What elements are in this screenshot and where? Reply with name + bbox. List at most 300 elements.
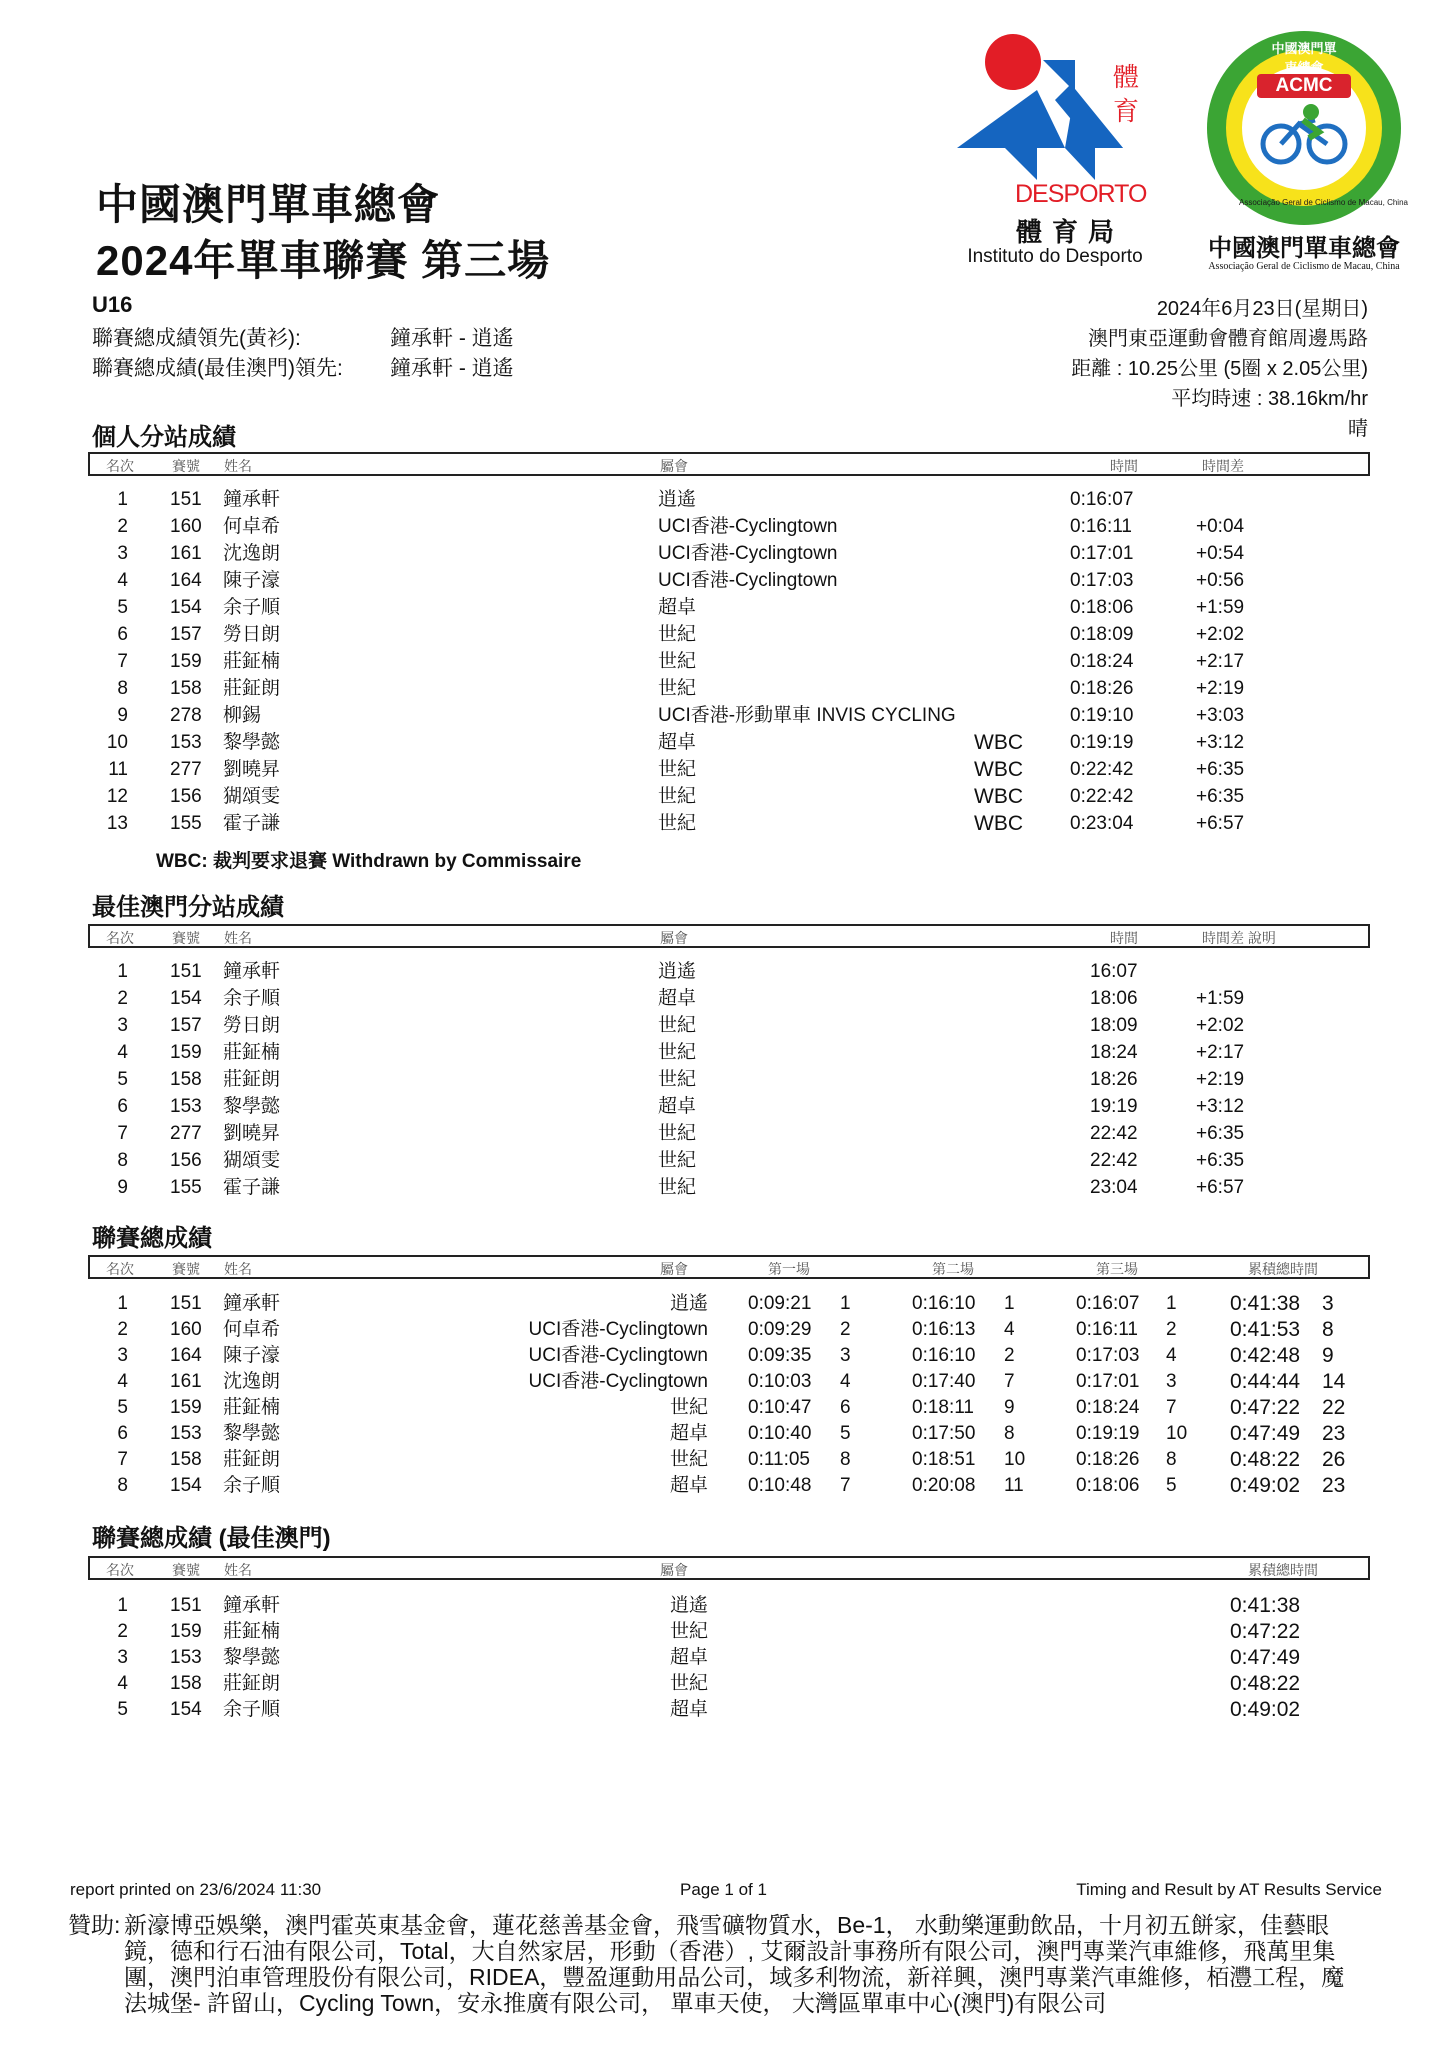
stage2-time: 0:16:10 bbox=[912, 1293, 976, 1314]
bib: 277 bbox=[170, 759, 202, 780]
club: UCI香港-Cyclingtown bbox=[528, 1371, 708, 1392]
time: 0:23:04 bbox=[1070, 813, 1134, 834]
time: 22:42 bbox=[1090, 1150, 1138, 1171]
stage3-time: 0:17:03 bbox=[1076, 1345, 1140, 1366]
club: UCI香港-Cyclingtown bbox=[658, 570, 838, 591]
table-row bbox=[0, 1342, 1448, 1369]
table-row bbox=[0, 985, 1448, 1012]
club: 逍遙 bbox=[669, 1293, 708, 1314]
rank: 8 bbox=[117, 1150, 128, 1171]
table-row bbox=[0, 1368, 1448, 1395]
time: 18:24 bbox=[1090, 1042, 1138, 1063]
stage2-time: 0:16:13 bbox=[912, 1319, 976, 1340]
rider-name: 莊鉦朗 bbox=[223, 1449, 281, 1470]
club: 世紀 bbox=[658, 1177, 697, 1198]
club: 超卓 bbox=[658, 988, 697, 1009]
rank: 7 bbox=[117, 1123, 128, 1144]
table-row bbox=[0, 1093, 1448, 1120]
rider-name: 鐘承軒 bbox=[223, 489, 281, 510]
time: 0:17:01 bbox=[1070, 543, 1134, 564]
time: 18:06 bbox=[1090, 988, 1138, 1009]
table-row bbox=[0, 1120, 1448, 1147]
race-date: 2024年6月23日(星期日) bbox=[1156, 298, 1368, 320]
stage2-time: 0:16:10 bbox=[912, 1345, 976, 1366]
stage2-time: 0:17:40 bbox=[912, 1371, 976, 1392]
bib: 154 bbox=[170, 597, 202, 618]
rider-name: 勞日朗 bbox=[223, 1015, 281, 1036]
rank: 4 bbox=[117, 1042, 128, 1063]
col-name: 姓名 bbox=[224, 1562, 252, 1578]
rider-name: 鐘承軒 bbox=[223, 961, 281, 982]
gap: +6:57 bbox=[1196, 1177, 1245, 1198]
rider-name: 劉曉昇 bbox=[223, 759, 281, 780]
club: 超卓 bbox=[669, 1647, 708, 1668]
race-distance: 距離 : 10.25公里 (5圈 x 2.05公里) bbox=[1071, 358, 1368, 380]
stage1-time: 0:11:05 bbox=[748, 1449, 810, 1470]
bib: 158 bbox=[170, 1673, 202, 1694]
stage2-time: 0:20:08 bbox=[912, 1475, 976, 1496]
col-club: 屬會 bbox=[660, 1562, 688, 1578]
stage1-rank: 5 bbox=[840, 1423, 851, 1444]
stage3-rank: 8 bbox=[1166, 1449, 1177, 1470]
gap: +6:35 bbox=[1196, 1150, 1245, 1171]
gap: +6:35 bbox=[1196, 786, 1245, 807]
stage2-rank: 10 bbox=[1004, 1449, 1026, 1470]
club: 世紀 bbox=[669, 1449, 708, 1470]
acmc-pt: Associação Geral de Ciclismo de Macau, China bbox=[1208, 261, 1400, 272]
bib: 154 bbox=[170, 1699, 202, 1720]
bib: 153 bbox=[170, 1647, 202, 1668]
report-printed: report printed on 23/6/2024 11:30 bbox=[70, 1880, 322, 1899]
stage3-time: 0:18:06 bbox=[1076, 1475, 1140, 1496]
stage1-time: 0:10:47 bbox=[748, 1397, 812, 1418]
total-points: 26 bbox=[1322, 1448, 1346, 1471]
club: 超卓 bbox=[658, 1096, 697, 1117]
bib: 151 bbox=[170, 1293, 202, 1314]
stage1-time: 0:09:35 bbox=[748, 1345, 812, 1366]
stage1-time: 0:10:40 bbox=[748, 1423, 812, 1444]
bib: 159 bbox=[170, 1042, 202, 1063]
table-row bbox=[0, 594, 1448, 621]
rank: 5 bbox=[117, 1699, 128, 1720]
table-row bbox=[0, 1670, 1448, 1697]
time: 22:42 bbox=[1090, 1123, 1138, 1144]
rank: 10 bbox=[106, 732, 128, 753]
stage1-time: 0:10:48 bbox=[748, 1475, 812, 1496]
rider-name: 猢頌雯 bbox=[223, 1150, 281, 1171]
stage-results-header bbox=[88, 452, 1370, 476]
rank: 12 bbox=[106, 786, 128, 807]
bib: 159 bbox=[170, 1397, 202, 1418]
category-label: U16 bbox=[92, 292, 133, 317]
table-row bbox=[0, 1420, 1448, 1447]
race-weather: 晴 bbox=[1348, 418, 1368, 440]
club: 世紀 bbox=[658, 1069, 697, 1090]
rank: 4 bbox=[117, 1371, 128, 1392]
club: 超卓 bbox=[669, 1475, 708, 1496]
total-time: 0:49:02 bbox=[1230, 1474, 1301, 1497]
desporto-logo bbox=[945, 30, 1165, 270]
stage2-rank: 7 bbox=[1004, 1371, 1015, 1392]
rank: 1 bbox=[117, 961, 128, 982]
total-time: 0:47:49 bbox=[1230, 1646, 1301, 1669]
club: 逍遙 bbox=[658, 489, 697, 510]
gap: +6:57 bbox=[1196, 813, 1245, 834]
club: 逍遙 bbox=[669, 1595, 708, 1616]
rank: 5 bbox=[117, 597, 128, 618]
desporto-pt: Instituto do Desporto bbox=[967, 246, 1143, 267]
table-row bbox=[0, 958, 1448, 985]
total-points: 23 bbox=[1322, 1422, 1346, 1445]
stage2-rank: 9 bbox=[1004, 1397, 1015, 1418]
status: WBC bbox=[974, 812, 1023, 835]
section-stage-results-title: 個人分站成績 bbox=[92, 424, 236, 451]
club: 世紀 bbox=[658, 1123, 697, 1144]
bib: 159 bbox=[170, 651, 202, 672]
club: 世紀 bbox=[669, 1621, 708, 1642]
table-row bbox=[0, 1290, 1448, 1317]
stage2-time: 0:18:51 bbox=[912, 1449, 976, 1470]
table-row bbox=[0, 1644, 1448, 1671]
col-rank: 名次 bbox=[106, 458, 134, 474]
stage1-rank: 7 bbox=[840, 1475, 851, 1496]
col-club: 屬會 bbox=[660, 930, 688, 946]
stage2-rank: 1 bbox=[1004, 1293, 1015, 1314]
rider-name: 黎學懿 bbox=[223, 1647, 281, 1668]
rider-name: 莊鉦朗 bbox=[223, 1673, 281, 1694]
rank: 3 bbox=[117, 543, 128, 564]
bib: 278 bbox=[170, 705, 202, 726]
sponsor-block bbox=[68, 1912, 1348, 2016]
rank: 4 bbox=[117, 570, 128, 591]
rank: 11 bbox=[108, 759, 128, 780]
bib: 277 bbox=[170, 1123, 202, 1144]
stage1-time: 0:09:21 bbox=[748, 1293, 812, 1314]
time: 0:18:24 bbox=[1070, 651, 1134, 672]
rider-name: 何卓希 bbox=[223, 1319, 281, 1340]
table-row bbox=[0, 513, 1448, 540]
table-row bbox=[0, 1066, 1448, 1093]
gap: +6:35 bbox=[1196, 1123, 1245, 1144]
rank: 3 bbox=[117, 1345, 128, 1366]
club: 世紀 bbox=[658, 786, 697, 807]
rank: 9 bbox=[117, 705, 128, 726]
club: UCI香港-形動單車 INVIS CYCLING bbox=[658, 705, 956, 726]
sponsor-label: 贊助: bbox=[68, 1912, 121, 1938]
stage3-time: 0:16:07 bbox=[1076, 1293, 1140, 1314]
rider-name: 鐘承軒 bbox=[223, 1595, 281, 1616]
bib: 154 bbox=[170, 1475, 202, 1496]
table-row bbox=[0, 810, 1448, 837]
rider-name: 劉曉昇 bbox=[223, 1123, 281, 1144]
total-time: 0:41:38 bbox=[1230, 1292, 1301, 1315]
col-bib: 賽號 bbox=[172, 1261, 200, 1277]
table-row bbox=[0, 1696, 1448, 1723]
club: 世紀 bbox=[658, 624, 697, 645]
bib: 153 bbox=[170, 1423, 202, 1444]
time: 19:19 bbox=[1090, 1096, 1138, 1117]
stage3-time: 0:18:26 bbox=[1076, 1449, 1140, 1470]
time: 0:19:10 bbox=[1070, 705, 1134, 726]
bib: 160 bbox=[170, 516, 202, 537]
page-number: Page 1 of 1 bbox=[680, 1880, 767, 1899]
stage1-rank: 8 bbox=[840, 1449, 851, 1470]
rank: 8 bbox=[117, 1475, 128, 1496]
col-rank: 名次 bbox=[106, 930, 134, 946]
col-time: 時間 bbox=[1110, 458, 1138, 474]
time: 23:04 bbox=[1090, 1177, 1138, 1198]
table-row bbox=[0, 1394, 1448, 1421]
rider-name: 何卓希 bbox=[223, 516, 281, 537]
bib: 161 bbox=[170, 1371, 202, 1392]
stage3-rank: 7 bbox=[1166, 1397, 1177, 1418]
col-rank: 名次 bbox=[106, 1261, 134, 1277]
status: WBC bbox=[974, 731, 1023, 754]
wbc-note: WBC: 裁判要求退賽 Withdrawn by Commissaire bbox=[156, 851, 582, 872]
col-club: 屬會 bbox=[660, 458, 688, 474]
rider-name: 莊鉦楠 bbox=[223, 651, 281, 672]
gap: +3:12 bbox=[1196, 1096, 1245, 1117]
total-time: 0:48:22 bbox=[1230, 1672, 1301, 1695]
club: 世紀 bbox=[658, 678, 697, 699]
gap: +6:35 bbox=[1196, 759, 1245, 780]
rider-name: 黎學懿 bbox=[223, 732, 281, 753]
club: 世紀 bbox=[658, 651, 697, 672]
total-time: 0:47:49 bbox=[1230, 1422, 1301, 1445]
table-row bbox=[0, 1012, 1448, 1039]
gap: +2:02 bbox=[1196, 1015, 1245, 1036]
stage2-time: 0:17:50 bbox=[912, 1423, 976, 1444]
bib: 156 bbox=[170, 1150, 202, 1171]
club: 超卓 bbox=[658, 732, 697, 753]
bib: 153 bbox=[170, 732, 202, 753]
table-row bbox=[0, 567, 1448, 594]
rider-name: 余子順 bbox=[223, 1475, 281, 1496]
rank: 7 bbox=[117, 651, 128, 672]
rank: 9 bbox=[117, 1177, 128, 1198]
bib: 151 bbox=[170, 1595, 202, 1616]
rank: 2 bbox=[117, 516, 128, 537]
bib: 155 bbox=[170, 1177, 202, 1198]
status: WBC bbox=[974, 785, 1023, 808]
bib: 155 bbox=[170, 813, 202, 834]
total-points: 8 bbox=[1322, 1318, 1334, 1341]
club: UCI香港-Cyclingtown bbox=[528, 1345, 708, 1366]
gap: +2:17 bbox=[1196, 1042, 1245, 1063]
bib: 157 bbox=[170, 1015, 202, 1036]
club: 世紀 bbox=[658, 1150, 697, 1171]
time: 18:09 bbox=[1090, 1015, 1138, 1036]
rider-name: 霍子謙 bbox=[223, 1177, 281, 1198]
club: 世紀 bbox=[658, 1042, 697, 1063]
stage3-rank: 3 bbox=[1166, 1371, 1177, 1392]
table-row bbox=[0, 1147, 1448, 1174]
stage3-rank: 1 bbox=[1166, 1293, 1177, 1314]
acmc-abbr: ACMC bbox=[1275, 75, 1333, 96]
rank: 3 bbox=[117, 1015, 128, 1036]
timing-credit: Timing and Result by AT Results Service bbox=[1076, 1880, 1382, 1899]
total-time: 0:42:48 bbox=[1230, 1344, 1301, 1367]
stage2-rank: 8 bbox=[1004, 1423, 1015, 1444]
rider-name: 沈逸朗 bbox=[223, 1371, 281, 1392]
table-row bbox=[0, 1618, 1448, 1645]
table-row bbox=[0, 648, 1448, 675]
total-time: 0:41:38 bbox=[1230, 1594, 1301, 1617]
table-row bbox=[0, 729, 1448, 756]
time: 0:17:03 bbox=[1070, 570, 1134, 591]
total-points: 3 bbox=[1322, 1292, 1334, 1315]
club: 超卓 bbox=[669, 1699, 708, 1720]
stage2-time: 0:18:11 bbox=[912, 1397, 974, 1418]
gap: +0:04 bbox=[1196, 516, 1245, 537]
stage2-rank: 4 bbox=[1004, 1319, 1015, 1340]
page-title-line1: 中國澳門單車總會 bbox=[96, 181, 441, 228]
rank: 6 bbox=[117, 1096, 128, 1117]
desporto-word: DESPORTO bbox=[1015, 180, 1147, 208]
gap: +2:19 bbox=[1196, 678, 1245, 699]
time: 0:16:11 bbox=[1070, 516, 1132, 537]
stage1-rank: 4 bbox=[840, 1371, 851, 1392]
club: 世紀 bbox=[658, 759, 697, 780]
col-name: 姓名 bbox=[224, 458, 252, 474]
gap: +0:56 bbox=[1196, 570, 1245, 591]
section-league-overall-title: 聯賽總成績 bbox=[92, 1225, 212, 1252]
desporto-cn: 體育局 bbox=[1015, 217, 1124, 247]
club: UCI香港-Cyclingtown bbox=[528, 1319, 708, 1340]
club: 世紀 bbox=[658, 1015, 697, 1036]
rank: 1 bbox=[117, 1293, 128, 1314]
stage1-rank: 3 bbox=[840, 1345, 851, 1366]
rider-name: 勞日朗 bbox=[223, 624, 281, 645]
bib: 161 bbox=[170, 543, 202, 564]
col-total: 累積總時間 bbox=[1248, 1562, 1318, 1578]
total-time: 0:47:22 bbox=[1230, 1620, 1301, 1643]
gap: +1:59 bbox=[1196, 988, 1245, 1009]
gap: +2:19 bbox=[1196, 1069, 1245, 1090]
club: 超卓 bbox=[658, 597, 697, 618]
rider-name: 莊鉦楠 bbox=[223, 1621, 281, 1642]
leader-yellow-label: 聯賽總成績領先(黃衫): bbox=[92, 327, 301, 350]
bib: 158 bbox=[170, 1069, 202, 1090]
stage3-time: 0:17:01 bbox=[1076, 1371, 1140, 1392]
rider-name: 鐘承軒 bbox=[223, 1293, 281, 1314]
rider-name: 莊鉦楠 bbox=[223, 1397, 281, 1418]
section-best-macau-stage-title: 最佳澳門分站成績 bbox=[92, 894, 284, 921]
stage1-rank: 2 bbox=[840, 1319, 851, 1340]
col-club: 屬會 bbox=[660, 1261, 688, 1277]
club: 逍遙 bbox=[658, 961, 697, 982]
rider-name: 沈逸朗 bbox=[223, 543, 281, 564]
acmc-cn: 中國澳門單車總會 bbox=[1208, 236, 1400, 262]
table-row bbox=[0, 702, 1448, 729]
rider-name: 霍子謙 bbox=[223, 813, 281, 834]
bib: 153 bbox=[170, 1096, 202, 1117]
gap: +3:03 bbox=[1196, 705, 1245, 726]
time: 0:18:06 bbox=[1070, 597, 1134, 618]
col-name: 姓名 bbox=[224, 930, 252, 946]
rank: 3 bbox=[117, 1647, 128, 1668]
col-bib: 賽號 bbox=[172, 1562, 200, 1578]
club: 世紀 bbox=[669, 1397, 708, 1418]
col-gap: 時間差 bbox=[1202, 458, 1244, 474]
table-row bbox=[0, 1592, 1448, 1619]
club: UCI香港-Cyclingtown bbox=[658, 516, 838, 537]
table-row bbox=[0, 1174, 1448, 1201]
stage1-time: 0:10:03 bbox=[748, 1371, 812, 1392]
time: 0:22:42 bbox=[1070, 786, 1134, 807]
bib: 160 bbox=[170, 1319, 202, 1340]
table-row bbox=[0, 540, 1448, 567]
bib: 157 bbox=[170, 624, 202, 645]
gap: +1:59 bbox=[1196, 597, 1245, 618]
table-row bbox=[0, 675, 1448, 702]
league-best-macau-header bbox=[88, 1556, 1370, 1580]
total-points: 22 bbox=[1322, 1396, 1346, 1419]
stage2-rank: 11 bbox=[1004, 1475, 1024, 1496]
bib: 158 bbox=[170, 678, 202, 699]
col-time: 時間 bbox=[1110, 930, 1138, 946]
time: 0:16:07 bbox=[1070, 489, 1134, 510]
race-avg-speed: 平均時速 : 38.16km/hr bbox=[1171, 388, 1368, 410]
rider-name: 余子順 bbox=[223, 597, 281, 618]
league-overall-header bbox=[88, 1255, 1370, 1279]
status: WBC bbox=[974, 758, 1023, 781]
time: 0:18:09 bbox=[1070, 624, 1134, 645]
rank: 13 bbox=[106, 813, 128, 834]
sponsor-text: 新濠博亞娛樂，澳門霍英東基金會，蓮花慈善基金會，飛雪礦物質水，Be-1， 水動樂運動飲品，十月初五餅家，佳藝眼鏡，德和行石油有限公司，Total，大自然家居，形動（香港）, 艾爾設計事務所有限公司，澳門專業汽車維修，飛萬里集團，澳門泊車管理股份有限公司，RIDEA，豐盈運動用品公司，域多利物流，新祥興，澳門專業汽車維修，栢灃工程，魔法城堡- 許留山，Cycling Town，安永推廣有限公司， 單車天使， 大灣區單車中心(澳門)有限公司 bbox=[124, 1912, 1345, 2016]
total-points: 14 bbox=[1322, 1370, 1346, 1393]
total-time: 0:48:22 bbox=[1230, 1448, 1301, 1471]
col-bib: 賽號 bbox=[172, 458, 200, 474]
col-stage3: 第三場 bbox=[1096, 1261, 1138, 1277]
time: 18:26 bbox=[1090, 1069, 1138, 1090]
rank: 5 bbox=[117, 1397, 128, 1418]
rank: 2 bbox=[117, 1319, 128, 1340]
stage3-rank: 5 bbox=[1166, 1475, 1177, 1496]
total-points: 23 bbox=[1322, 1474, 1346, 1497]
bib: 164 bbox=[170, 570, 202, 591]
rider-name: 猢頌雯 bbox=[223, 786, 281, 807]
col-stage1: 第一場 bbox=[768, 1261, 810, 1277]
table-row bbox=[0, 621, 1448, 648]
rider-name: 黎學懿 bbox=[223, 1423, 281, 1444]
rider-name: 莊鉦朗 bbox=[223, 678, 281, 699]
stage1-time: 0:09:29 bbox=[748, 1319, 812, 1340]
bib: 164 bbox=[170, 1345, 202, 1366]
rank: 7 bbox=[117, 1449, 128, 1470]
rider-name: 黎學懿 bbox=[223, 1096, 281, 1117]
rank: 1 bbox=[117, 1595, 128, 1616]
table-row bbox=[0, 1039, 1448, 1066]
leader-macau-value: 鐘承軒 - 逍遙 bbox=[390, 357, 514, 380]
gap: +2:02 bbox=[1196, 624, 1245, 645]
acmc-ring-text: Associação Geral de Ciclismo de Macau, China bbox=[1239, 198, 1408, 207]
col-stage2: 第二場 bbox=[932, 1261, 974, 1277]
stage1-rank: 1 bbox=[840, 1293, 851, 1314]
total-time: 0:47:22 bbox=[1230, 1396, 1301, 1419]
time: 0:22:42 bbox=[1070, 759, 1134, 780]
acmc-top-text: 中國澳門單車總會 bbox=[1271, 41, 1337, 75]
club: 世紀 bbox=[658, 813, 697, 834]
col-rank: 名次 bbox=[106, 1562, 134, 1578]
stage3-time: 0:19:19 bbox=[1076, 1423, 1140, 1444]
rank: 2 bbox=[117, 1621, 128, 1642]
rider-name: 余子順 bbox=[223, 1699, 281, 1720]
total-time: 0:49:02 bbox=[1230, 1698, 1301, 1721]
total-points: 9 bbox=[1322, 1344, 1334, 1367]
club: 世紀 bbox=[669, 1673, 708, 1694]
col-total: 累積總時間 bbox=[1248, 1261, 1318, 1277]
